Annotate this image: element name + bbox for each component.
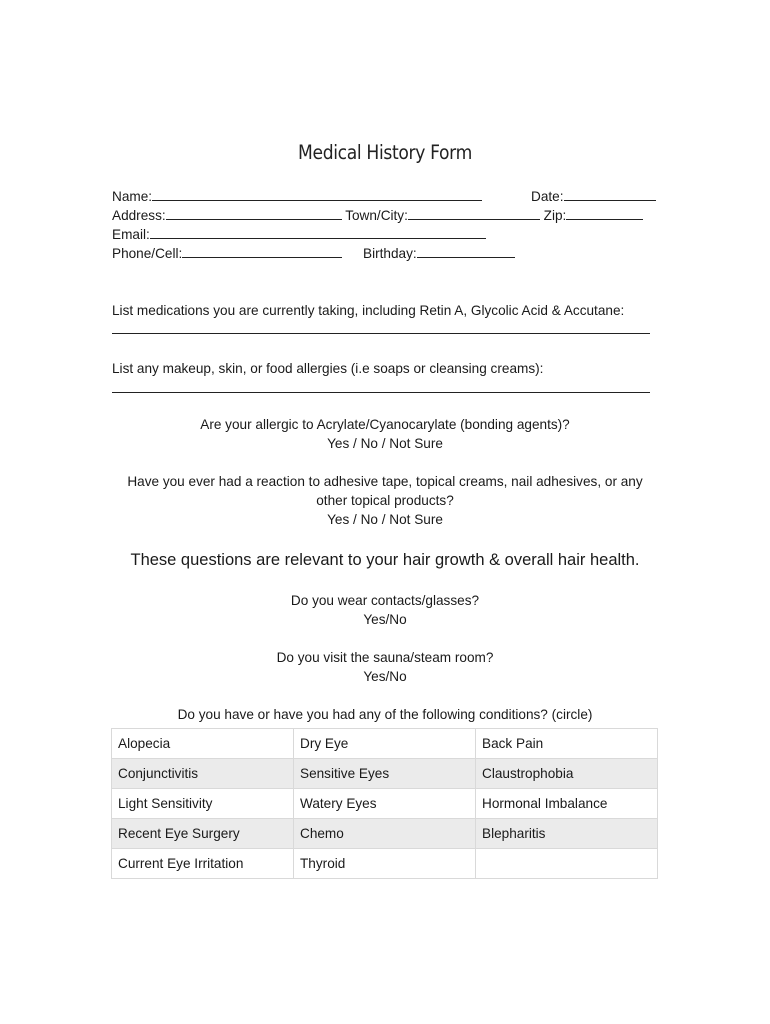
sauna-answers[interactable]: Yes/No: [363, 669, 407, 684]
table-row: [112, 819, 658, 849]
date-row: [531, 187, 656, 206]
condition-cell[interactable]: Sensitive Eyes: [294, 759, 476, 789]
reaction-question-line2: other topical products?: [316, 493, 454, 508]
condition-cell[interactable]: Watery Eyes: [294, 789, 476, 819]
conditions-table: [111, 728, 658, 879]
address-label: Address:: [112, 208, 166, 223]
contacts-question: Do you wear contacts/glasses?: [290, 593, 480, 608]
address-row: [112, 206, 643, 225]
table-row: [112, 729, 658, 759]
table-row: [112, 849, 658, 879]
town-field[interactable]: [408, 206, 540, 220]
name-field[interactable]: [152, 187, 482, 201]
name-row: [112, 187, 482, 206]
condition-cell[interactable]: Current Eye Irritation: [112, 849, 294, 879]
condition-cell[interactable]: Claustrophobia: [476, 759, 658, 789]
condition-cell: [476, 849, 658, 879]
reaction-answers[interactable]: Yes / No / Not Sure: [327, 512, 443, 527]
condition-cell[interactable]: Dry Eye: [294, 729, 476, 759]
acrylate-question: Are your allergic to Acrylate/Cyanocarylate (bonding agents)?: [200, 417, 570, 432]
condition-cell[interactable]: Thyroid: [294, 849, 476, 879]
date-field[interactable]: [564, 187, 656, 201]
condition-cell[interactable]: Alopecia: [112, 729, 294, 759]
address-field[interactable]: [166, 206, 342, 220]
hair-health-heading: These questions are relevant to your hair growth & overall hair health.: [130, 551, 640, 569]
reaction-question-line1: Have you ever had a reaction to adhesive tape, topical creams, nail adhesives, or any: [127, 474, 643, 489]
condition-cell[interactable]: Conjunctivitis: [112, 759, 294, 789]
contacts-answers[interactable]: Yes/No: [363, 612, 407, 627]
condition-cell[interactable]: Back Pain: [476, 729, 658, 759]
conditions-question: Do you have or have you had any of the following conditions? (circle): [177, 707, 593, 722]
date-label: Date:: [531, 189, 564, 204]
town-label: Town/City:: [345, 208, 408, 223]
email-row: [112, 225, 486, 244]
phone-field[interactable]: [182, 244, 342, 258]
birthday-field[interactable]: [417, 244, 515, 258]
condition-cell[interactable]: Light Sensitivity: [112, 789, 294, 819]
condition-cell[interactable]: Chemo: [294, 819, 476, 849]
phone-row: [112, 244, 342, 263]
condition-cell[interactable]: Blepharitis: [476, 819, 658, 849]
email-field[interactable]: [150, 225, 486, 239]
medications-field[interactable]: [112, 333, 650, 334]
sauna-question: Do you visit the sauna/steam room?: [276, 650, 494, 665]
condition-cell[interactable]: Recent Eye Surgery: [112, 819, 294, 849]
phone-label: Phone/Cell:: [112, 246, 183, 261]
allergies-prompt: List any makeup, skin, or food allergies (i.e soaps or cleansing creams):: [112, 361, 544, 376]
acrylate-answers[interactable]: Yes / No / Not Sure: [327, 436, 443, 451]
allergies-field[interactable]: [112, 392, 650, 393]
zip-label: Zip:: [543, 208, 567, 223]
condition-cell[interactable]: Hormonal Imbalance: [476, 789, 658, 819]
birthday-row: [363, 244, 515, 263]
birthday-label: Birthday:: [363, 246, 417, 261]
name-label: Name:: [112, 189, 153, 204]
form-title: Medical History Form: [298, 141, 472, 164]
email-label: Email:: [112, 227, 150, 242]
table-row: [112, 759, 658, 789]
medications-prompt: List medications you are currently taking, including Retin A, Glycolic Acid & Accutane:: [112, 303, 625, 318]
zip-field[interactable]: [566, 206, 643, 220]
table-row: [112, 789, 658, 819]
